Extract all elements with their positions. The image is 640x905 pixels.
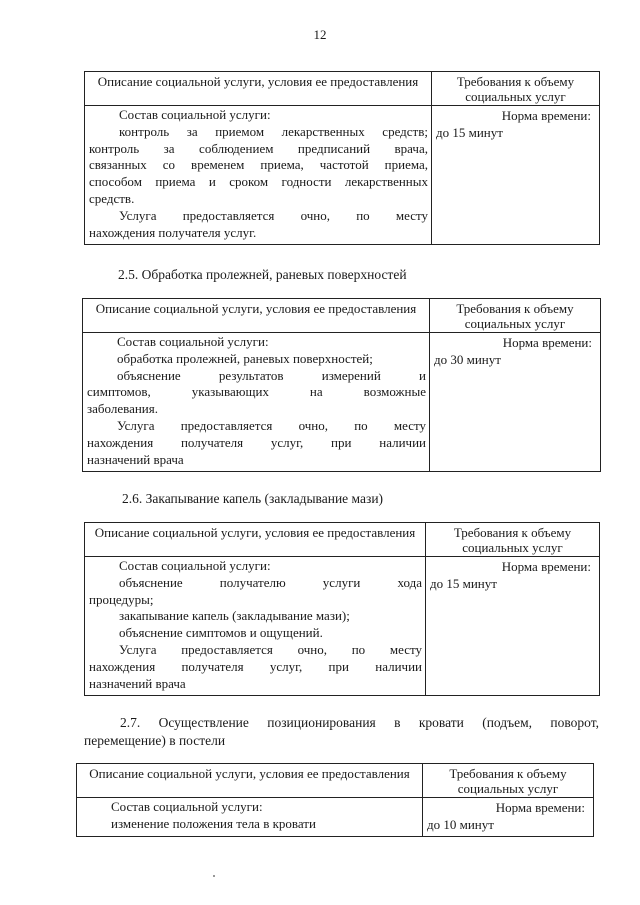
description-line: связанных со временем приема, частотой приема, [89,157,428,173]
description-line: нахождения получателя услуг, при наличии [89,658,422,674]
table-header-row [83,299,601,333]
description-line: Состав социальной услуги: [119,558,271,573]
description-line: контроль за соблюдением предписаний врача, [89,140,428,156]
description-line: Состав социальной услуги: [119,107,271,122]
description-cell [77,798,423,837]
table-header-row [85,72,600,106]
section-heading-2-5: 2.5. Обработка пролежней, раневых поверхностей [118,267,407,282]
norm-value: до 10 минут [427,816,494,832]
section-heading-line: перемещение) в постели [84,733,226,748]
section-heading-2-6: 2.6. Закапывание капель (закладывание мази) [122,491,384,506]
service-table-2-5 [82,298,601,472]
description-cell [85,106,432,245]
norm-label: Норма времени: [501,559,591,574]
norm-label: Норма времени: [501,108,591,123]
header-requirements: Требования к объему социальных услуг [423,764,594,798]
description-line: процедуры; [89,591,154,607]
description-line: Услуга предоставляется очно, по месту [119,207,428,223]
table-row [85,106,600,245]
header-description: Описание социальной услуги, условия ее предоставления [83,299,430,333]
section-heading-2-7 [84,714,599,750]
header-description: Описание социальной услуги, условия ее предоставления [85,72,432,106]
description-line: назначений врача [87,451,184,467]
description-line: средств. [89,190,135,206]
table-row [83,333,601,472]
header-requirements: Требования к объему социальных услуг [430,299,601,333]
norm-value: до 15 минут [436,124,503,140]
norm-value: до 30 минут [434,351,501,367]
description-line: изменение положения тела в кровати [111,815,316,831]
requirements-cell [426,557,600,696]
description-line: обработка пролежней, раневых поверхностей; [117,350,373,366]
description-line: назначений врача [89,675,186,691]
header-requirements: Требования к объему социальных услуг [432,72,600,106]
description-line: нахождения получателя услуг, при наличии [87,434,426,450]
header-requirements: Требования к объему социальных услуг [426,523,600,557]
norm-value: до 15 минут [430,575,497,591]
page-number: 12 [313,27,327,42]
requirements-cell [430,333,601,472]
description-line: закапывание капель (закладывание мази); [119,608,350,624]
header-description: Описание социальной услуги, условия ее предоставления [85,523,426,557]
service-table-2-4 [84,71,600,245]
description-line: Услуга предоставляется очно, по месту [119,641,422,657]
description-line: Услуга предоставляется очно, по месту [117,417,426,433]
norm-label: Норма времени: [495,800,585,815]
description-line: Состав социальной услуги: [117,334,269,349]
description-cell [83,333,430,472]
description-line: объяснение симптомов и ощущений. [119,625,323,641]
table-header-row [85,523,600,557]
description-line: контроль за приемом лекарственных средств; [119,123,428,139]
service-table-2-7 [76,763,594,837]
description-line: способом приема и сроком годности лекарственных [89,174,428,190]
description-line: нахождения получателя услуг. [89,224,257,240]
requirements-cell [432,106,600,245]
requirements-cell [423,798,594,837]
description-line: Состав социальной услуги: [111,799,263,814]
table-header-row [77,764,594,798]
norm-label: Норма времени: [502,335,592,350]
description-line: заболевания. [87,401,158,417]
header-description: Описание социальной услуги, условия ее предоставления [77,764,423,798]
description-line: симптомов, указывающих на возможные [87,384,426,400]
table-row [85,557,600,696]
service-table-2-6 [84,522,600,696]
description-line: объяснение получателю услуги хода [119,574,422,590]
scan-speck [213,875,215,877]
table-row [77,798,594,837]
description-line: объяснение результатов измерений и [117,367,426,383]
section-heading-line: 2.7. Осуществление позиционирования в кровати (подъем, поворот, [120,715,599,730]
description-cell [85,557,426,696]
